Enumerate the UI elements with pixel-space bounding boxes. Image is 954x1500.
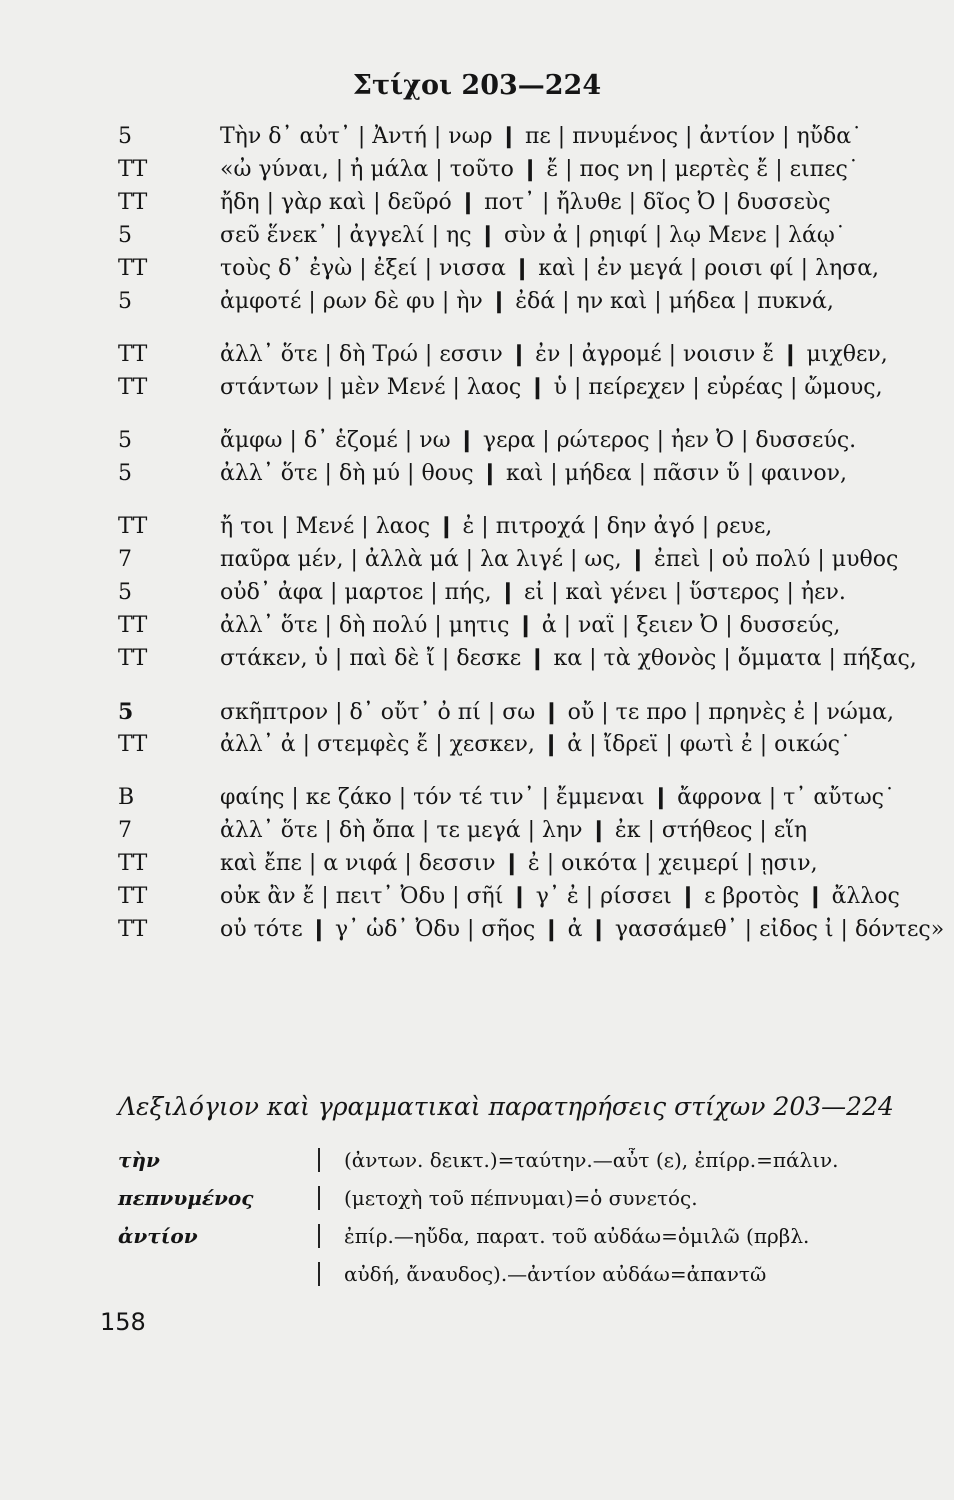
lexicon-title: Λεξιλόγιον καὶ γραμματικαὶ παρατηρήσεις στίχων 203—224	[118, 1092, 894, 1121]
lexicon-entry	[118, 1148, 948, 1186]
verse-line	[118, 785, 954, 818]
meter-mark: ΤΤ	[118, 342, 148, 367]
lexicon-definition: ἐπίρ.—ηὔδα, παρατ. τοῦ αὐδάω=ὁμιλῶ (πρβλ.	[318, 1224, 948, 1248]
verse-text: καὶ ἔπε | α νιφά | δεσσιν ❙ ἐ | οικότα | χειμερί | ῃσιν,	[220, 851, 818, 876]
verse-text: οὐδ᾽ ἀφα | μαρτοε | πής, ❙ εἰ | καὶ γένει | ὕστερος | ἦεν.	[220, 580, 846, 605]
verse-line	[118, 289, 954, 322]
lexicon-definition: (μετοχὴ τοῦ πέπνυμαι)=ὁ συνετός.	[318, 1186, 948, 1210]
meter-mark: ΤΤ	[118, 884, 148, 909]
meter-mark: ΤΤ	[118, 256, 148, 281]
meter-mark: ΤΤ	[118, 514, 148, 539]
verse-line	[118, 818, 954, 851]
verse-line	[118, 884, 954, 917]
lexicon-entry	[118, 1186, 948, 1224]
verse-block	[118, 124, 954, 970]
verse-line	[118, 342, 954, 375]
meter-mark: ΤΤ	[118, 613, 148, 638]
verse-text: ἀλλ᾽ ὅτε | δὴ πολύ | μητις ❙ ἀ | ναΐ | ξειεν Ὀ | δυσσεύς,	[220, 613, 841, 638]
verse-line	[118, 223, 954, 256]
verse-group	[118, 342, 954, 408]
verse-text: ἤ τοι | Μενέ | λαος ❙ ἐ | πιτροχά | δην ἀγό | ρευε,	[220, 514, 773, 539]
meter-mark: 5	[118, 461, 132, 486]
meter-mark: ΤΤ	[118, 190, 148, 215]
verse-text: οὐκ ἂν ἔ | πειτ᾽ Ὀδυ | σῆί ❙ γ᾽ ἐ | ρίσσει ❙ ε βροτὸς ❙ ἄλλος	[220, 884, 900, 909]
verse-group	[118, 785, 954, 950]
verse-line	[118, 124, 954, 157]
verse-line	[118, 375, 954, 408]
verse-text: φαίης | κε ζάκο | τόν τέ τιν᾽ | ἔμμεναι ❙ ἄφρονα | τ᾽ αὔτως˙	[220, 785, 895, 810]
lexicon-term: τὴν	[118, 1148, 160, 1172]
verse-line	[118, 428, 954, 461]
verse-group	[118, 514, 954, 679]
meter-mark: 5	[118, 124, 132, 149]
verse-text: ἀλλ᾽ ὅτε | δὴ ὄπα | τε μεγά | λην ❙ ἐκ | στήθεος | εἵη	[220, 818, 808, 843]
meter-mark: 5	[118, 580, 132, 605]
verse-line	[118, 580, 954, 613]
verse-line	[118, 547, 954, 580]
verse-text: ἀμφοτέ | ρων δὲ φυ | ὴν ❙ ἐδά | ην καὶ | μήδεα | πυκνά,	[220, 289, 834, 314]
verse-line	[118, 699, 954, 732]
verse-group	[118, 699, 954, 765]
verse-text: στάκεν, ὑ | παὶ δὲ ἴ | δεσκε ❙ κα | τὰ χθονὸς | ὄμματα | πήξας,	[220, 646, 917, 671]
verse-line	[118, 917, 954, 950]
page-title: Στίχοι 203—224	[352, 70, 602, 101]
verse-text: «ὦ γύναι, | ἦ μάλα | τοῦτο ❙ ἔ | πος νη | μερτὲς ἔ | ειπες˙	[220, 157, 859, 182]
verse-group	[118, 428, 954, 494]
meter-mark: 7	[118, 547, 132, 572]
meter-mark: Β	[118, 785, 135, 810]
verse-text: ἤδη | γὰρ καὶ | δεῦρό ❙ ποτ᾽ | ἤλυθε | δῖος Ὀ | δυσσεὺς	[220, 190, 831, 215]
meter-mark: ΤΤ	[118, 732, 148, 757]
verse-line	[118, 157, 954, 190]
verse-line	[118, 851, 954, 884]
verse-text: ἀλλ᾽ ὅτε | δὴ Τρώ | εσσιν ❙ ἐν | ἀγρομέ | νοισιν ἔ ❙ μιχθεν,	[220, 342, 888, 367]
verse-line	[118, 461, 954, 494]
meter-mark: ΤΤ	[118, 157, 148, 182]
lexicon-entry	[118, 1262, 948, 1300]
lexicon-table	[118, 1148, 948, 1300]
verse-text: παῦρα μέν, | ἀλλὰ μά | λα λιγέ | ως, ❙ ἐπεὶ | οὐ πολύ | μυθος	[220, 547, 899, 572]
verse-text: στάντων | μὲν Μενέ | λαος ❙ ὑ | πείρεχεν | εὐρέας | ὤμους,	[220, 375, 883, 400]
meter-mark: 7	[118, 818, 132, 843]
lexicon-entry	[118, 1224, 948, 1262]
verse-line	[118, 613, 954, 646]
verse-line	[118, 514, 954, 547]
lexicon-term: ἀντίον	[118, 1224, 198, 1248]
meter-mark: ΤΤ	[118, 917, 148, 942]
lexicon-definition: αὐδή, ἄναυδος).—ἀντίον αὐδάω=ἀπαντῶ	[318, 1262, 948, 1286]
meter-mark: ΤΤ	[118, 375, 148, 400]
meter-mark: 5	[118, 223, 132, 248]
verse-text: σεῦ ἕνεκ᾽ | ἀγγελί | ης ❙ σὺν ἀ | ρηιφί | λῳ Μενε | λάῳ˙	[220, 223, 846, 248]
verse-line	[118, 256, 954, 289]
verse-group	[118, 124, 954, 322]
meter-mark: ΤΤ	[118, 851, 148, 876]
meter-mark: ΤΤ	[118, 646, 148, 671]
verse-line	[118, 190, 954, 223]
verse-text: ἄμφω | δ᾽ ἑζομέ | νω ❙ γερα | ρώτερος | ἦεν Ὀ | δυσσεύς.	[220, 428, 857, 453]
verse-text: τοὺς δ᾽ ἐγὼ | ἐξεί | νισσα ❙ καὶ | ἐν μεγά | ροισι φί | λησα,	[220, 256, 880, 281]
lexicon-definition: (ἀντων. δεικτ.)=ταύτην.—αὖτ (ε), ἐπίρρ.=πάλιν.	[318, 1148, 948, 1172]
page-number: 158	[100, 1308, 146, 1336]
verse-line	[118, 646, 954, 679]
verse-line	[118, 732, 954, 765]
verse-text: σκῆπτρον | δ᾽ οὔτ᾽ ὀ πί | σω ❙ οὔ | τε προ | πρηνὲς ἐ | νώμα,	[220, 700, 894, 725]
lexicon-term: πεπνυμένος	[118, 1186, 254, 1210]
verse-text: Τὴν δ᾽ αὖτ᾽ | Ἀντή | νωρ ❙ πε | πνυμένος | ἀντίον | ηὔδα˙	[220, 124, 863, 149]
verse-text: οὐ τότε ❙ γ᾽ ὧδ᾽ Ὀδυ | σῆος ❙ ἀ ❙ γασσάμεθ᾽ | εἶδος ἰ | δόντες»	[220, 917, 945, 942]
meter-mark: 5	[118, 289, 132, 314]
verse-text: ἀλλ᾽ ἀ | στεμφὲς ἔ | χεσκεν, ❙ ἀ | ἴδρεϊ | φωτὶ ἐ | οικώς˙	[220, 732, 851, 757]
verse-text: ἀλλ᾽ ὅτε | δὴ μύ | θους ❙ καὶ | μήδεα | πᾶσιν ὕ | φαινον,	[220, 461, 848, 486]
meter-mark: 5	[118, 428, 132, 453]
meter-mark: 5	[118, 699, 134, 725]
